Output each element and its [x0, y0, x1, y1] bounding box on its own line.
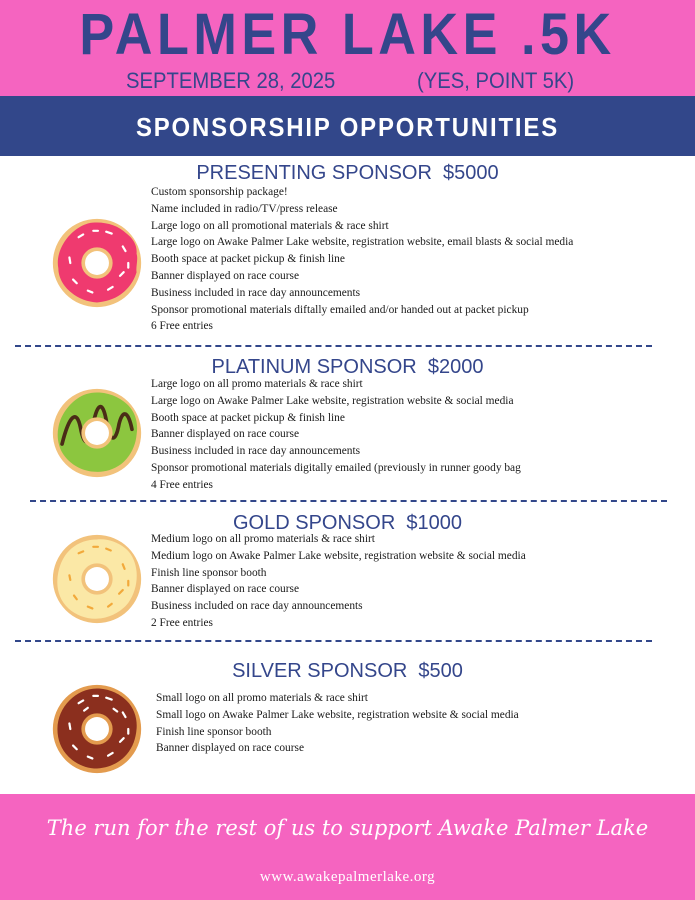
benefit-item: Sponsor promotional materials diftally emailed and/or handed out at packet pickup — [151, 303, 529, 316]
website-link[interactable]: www.awakepalmerlake.org — [259, 869, 436, 885]
chocolate-donut-icon — [51, 683, 143, 775]
benefit-item: 2 Free entries — [151, 616, 213, 629]
section-title: SPONSORSHIP OPPORTUNITIES — [135, 112, 560, 142]
benefit-item: Banner displayed on race course — [151, 428, 300, 441]
event-date: SEPTEMBER 28, 2025 — [126, 68, 336, 93]
benefit-item: Large logo on all promo materials & race shirt — [151, 378, 363, 390]
event-note: (YES, POINT 5K) — [417, 68, 575, 93]
benefit-item: Large logo on Awake Palmer Lake website, registration website & social media — [151, 394, 514, 407]
presenting-benefits-list — [151, 184, 573, 335]
benefit-item: Custom sponsorship package! — [151, 186, 288, 198]
benefit-item: Medium logo on Awake Palmer Lake website, registration website & social media — [151, 549, 526, 562]
benefit-item: 4 Free entries — [151, 478, 213, 491]
benefit-item: Business included in race day announcements — [151, 445, 361, 458]
section-divider — [30, 500, 667, 502]
benefit-item: Banner displayed on race course — [151, 269, 300, 282]
benefit-item: Business included in race day announcements — [151, 286, 361, 299]
benefit-item: 6 Free entries — [151, 320, 213, 333]
silver-sponsor-heading: SILVER SPONSOR $500 — [232, 660, 463, 682]
gold-benefits-list — [151, 531, 526, 632]
yellow-donut-icon — [51, 533, 143, 625]
benefit-item: Business included on race day announcements — [151, 600, 363, 613]
benefit-item: Booth space at packet pickup & finish line — [151, 411, 345, 424]
benefit-item: Finish line sponsor booth — [151, 566, 267, 579]
benefit-item: Small logo on all promo materials & race shirt — [156, 692, 368, 704]
benefit-item: Booth space at packet pickup & finish line — [151, 253, 345, 266]
section-band — [0, 96, 695, 156]
header-banner — [0, 0, 695, 96]
silver-benefits-list — [156, 690, 519, 757]
benefit-item: Name included in radio/TV/press release — [151, 202, 338, 215]
benefit-item: Large logo on all promotional materials & race shirt — [151, 219, 389, 232]
benefit-item: Finish line sponsor booth — [156, 725, 272, 738]
platinum-benefits-list — [151, 376, 521, 494]
presenting-sponsor-heading: PRESENTING SPONSOR $5000 — [196, 162, 499, 184]
benefit-item: Banner displayed on race course — [151, 583, 300, 596]
benefit-item: Banner displayed on race course — [156, 742, 305, 755]
benefit-item: Sponsor promotional materials digitally emailed (previously in runner goody bag — [151, 461, 521, 474]
event-title: PALMER LAKE .5K — [79, 2, 616, 67]
section-divider — [15, 345, 652, 347]
green-donut-icon — [51, 387, 143, 479]
footer-banner — [0, 794, 695, 900]
benefit-item: Large logo on Awake Palmer Lake website, registration website, email blasts & social media — [151, 236, 574, 249]
section-divider — [15, 640, 652, 642]
gold-sponsor-heading: GOLD SPONSOR $1000 — [233, 512, 462, 534]
pink-donut-icon — [51, 217, 143, 309]
footer-tagline: The run for the rest of us to support Awake Palmer Lake — [46, 816, 649, 840]
benefit-item: Small logo on Awake Palmer Lake website, registration website & social media — [156, 708, 519, 721]
platinum-sponsor-heading: PLATINUM SPONSOR $2000 — [211, 356, 484, 378]
benefit-item: Medium logo on all promo materials & race shirt — [151, 533, 375, 545]
